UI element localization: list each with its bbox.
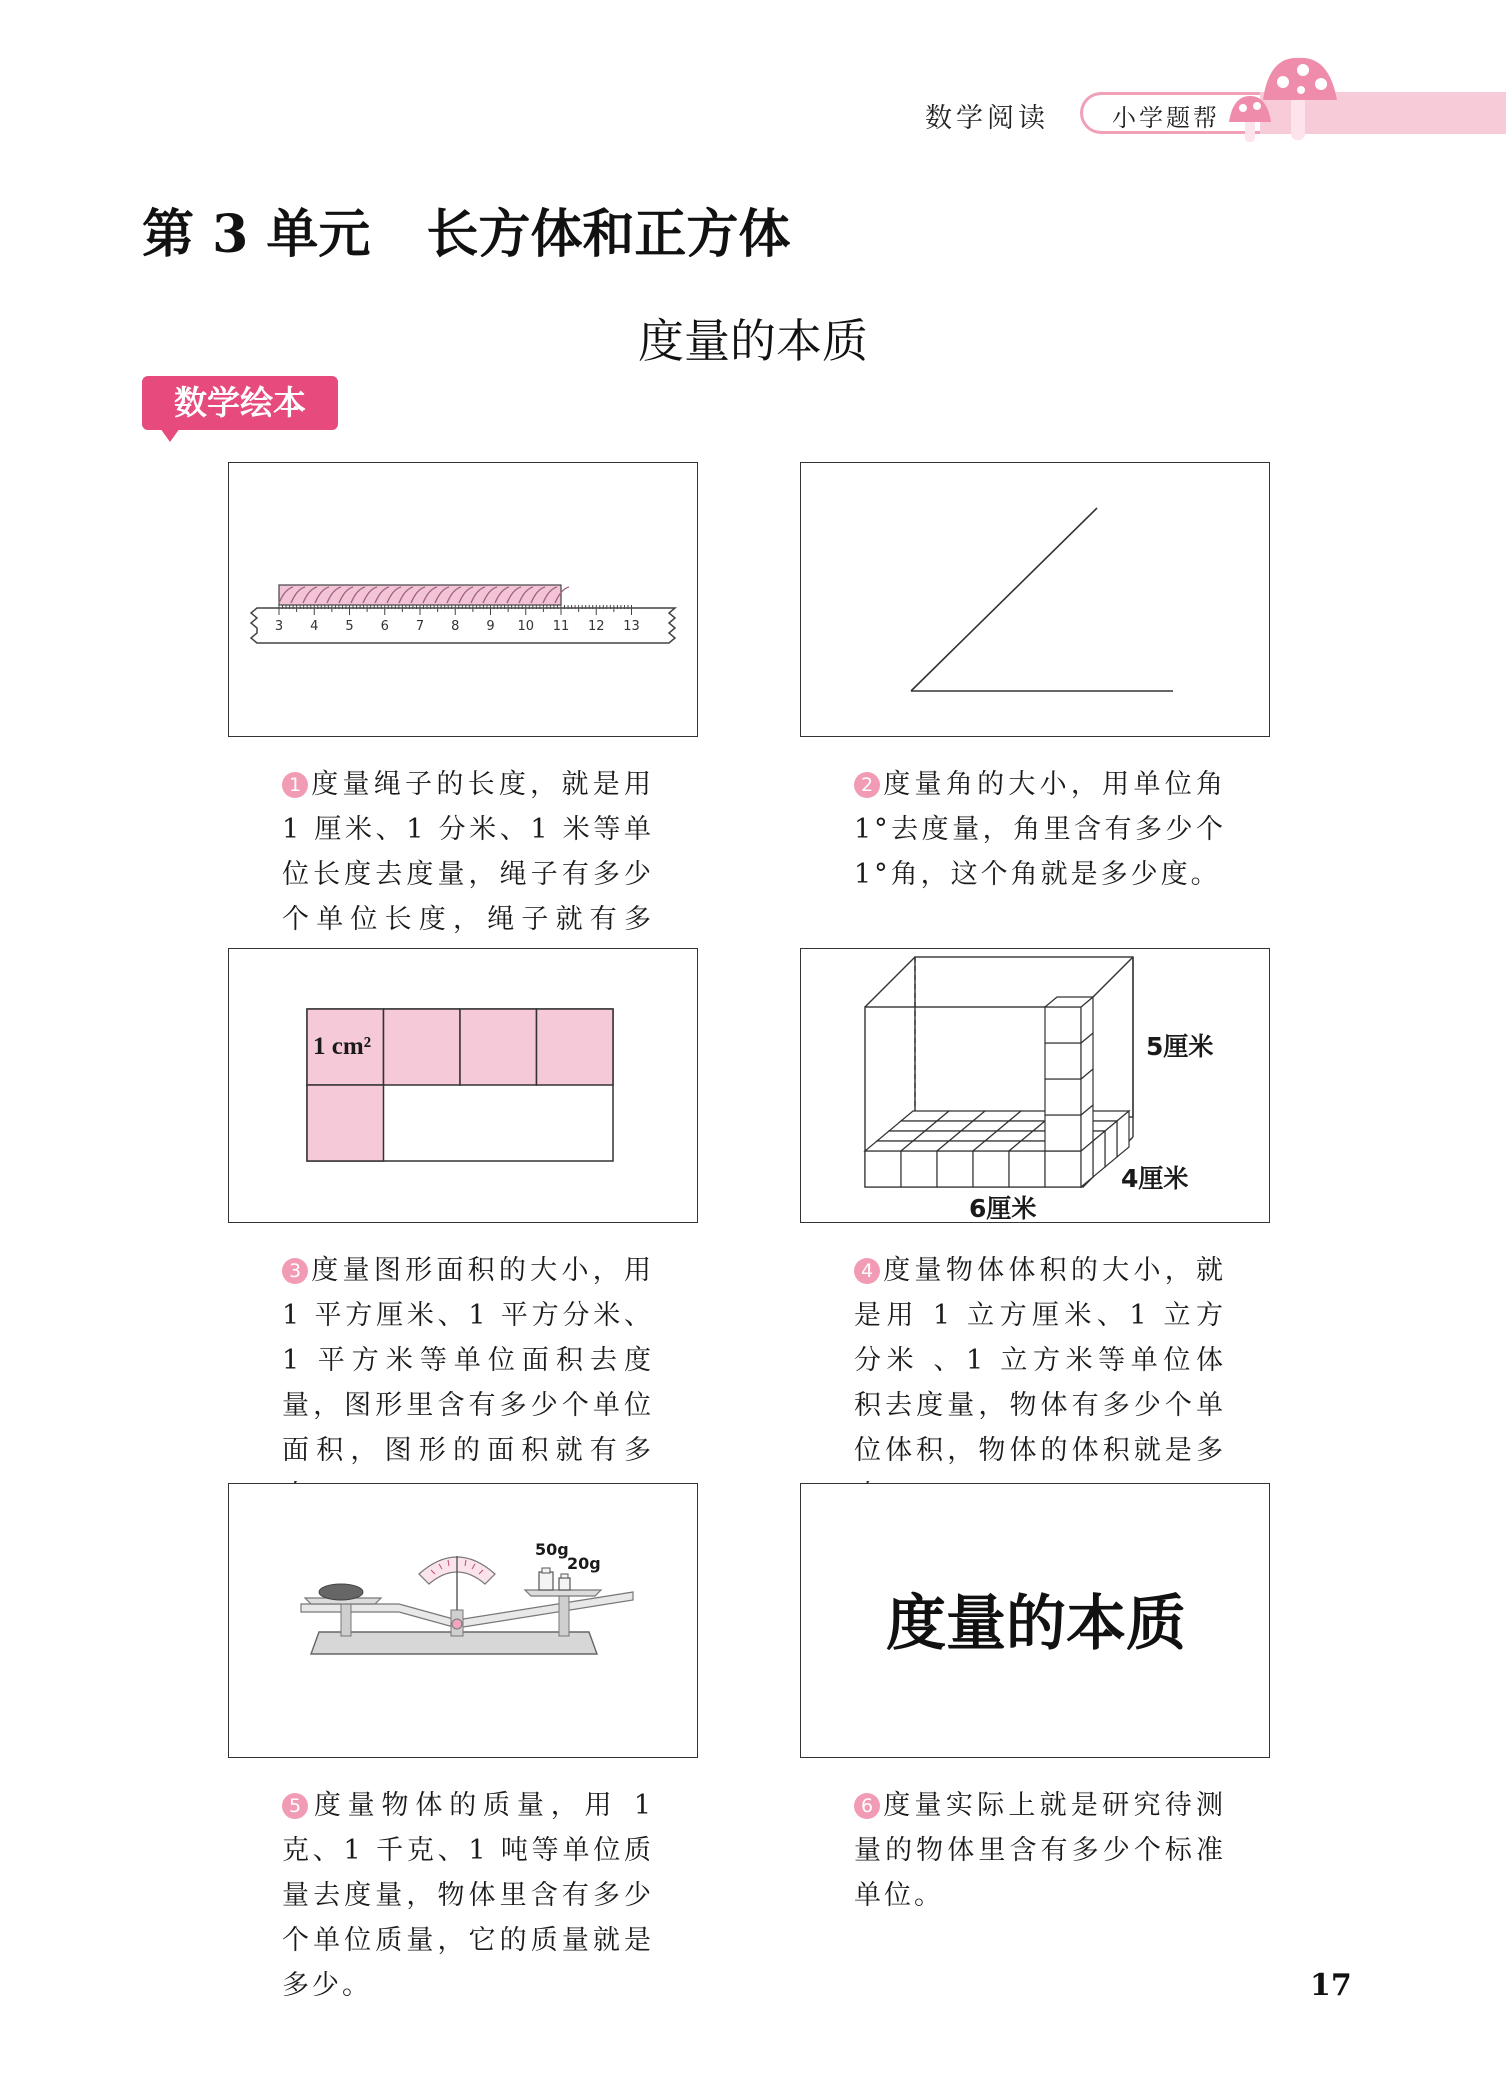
width-label: 6厘米 xyxy=(969,1194,1037,1223)
weight-label-20g: 20g xyxy=(567,1554,601,1573)
title-card-text: 度量的本质 xyxy=(886,1589,1186,1659)
section-badge: 数学绘本 xyxy=(142,376,338,430)
number-badge: 1 xyxy=(282,772,308,798)
caption-text: 度量实际上就是研究待测量的物体里含有多少个标准单位。 xyxy=(854,1790,1226,1911)
mushroom-icon xyxy=(1225,52,1345,148)
number-badge: 3 xyxy=(282,1258,308,1284)
ruler-tick-label: 3 xyxy=(274,619,284,634)
panel-rope-ruler xyxy=(228,462,698,737)
ruler-tick-label: 4 xyxy=(310,619,319,634)
caption-text: 度量物体体积的大小，就是用 1 立方厘米、1 立方分米 、1 立方米等单位体积去度量，物体有多少个单位体积，物体的体积就是多 xyxy=(854,1255,1226,1466)
badge-tail xyxy=(160,428,180,442)
caption-5 xyxy=(282,1783,654,2008)
ruler-tick-labels xyxy=(229,619,699,639)
panel-cuboid xyxy=(800,948,1270,1223)
ruler-tick-label: 7 xyxy=(415,619,425,634)
weight-label-50g: 50g xyxy=(535,1540,569,1559)
unit-title xyxy=(142,192,790,267)
ruler-tick-label: 9 xyxy=(486,619,495,634)
panel-title-card xyxy=(800,1483,1270,1758)
number-badge: 2 xyxy=(854,772,880,798)
depth-label: 4厘米 xyxy=(1121,1164,1189,1193)
ruler-tick-label: 13 xyxy=(623,619,640,634)
ruler-tick-label: 8 xyxy=(451,619,460,634)
header-brand: 小学题帮 xyxy=(1112,104,1220,132)
ruler-tick-label: 12 xyxy=(587,619,605,634)
caption-text: 度量物体的质量，用 1 克、1 千克、1 吨等单位质量去度量，物体里含有多少个单位质量，它的质量就是多少。 xyxy=(282,1790,654,2001)
unit-number: 第 3 单元 xyxy=(142,204,371,265)
caption-text: 度量绳子的长度，就是用 1 厘米、1 分米、1 米等单位长度去度量，绳子有多少个单位长度，绳子就有多 xyxy=(282,769,654,935)
unit-topic: 长方体和正方体 xyxy=(426,204,791,265)
rope-ruler-figure xyxy=(229,463,699,738)
area-grid-figure xyxy=(229,949,699,1224)
unit-square-label: 1 cm² xyxy=(313,1033,372,1060)
ruler-tick-label: 11 xyxy=(552,619,570,634)
lesson-title: 度量的本质 xyxy=(638,314,868,368)
header-section-title: 数学阅读 xyxy=(925,103,1049,134)
cuboid-figure xyxy=(801,949,1271,1224)
caption-6 xyxy=(854,1783,1226,1918)
caption-text: 度量角的大小，用单位角 1°去度量，角里含有多少个 1°角，这个角就是多少度。 xyxy=(854,769,1226,890)
ruler-tick-label: 6 xyxy=(380,619,389,634)
balance-scale-figure xyxy=(229,1484,699,1759)
panel-area-grid xyxy=(228,948,698,1223)
caption-2 xyxy=(854,762,1226,897)
height-label: 5厘米 xyxy=(1146,1032,1214,1061)
number-badge: 5 xyxy=(282,1793,308,1819)
number-badge: 4 xyxy=(854,1258,880,1284)
panel-balance-scale xyxy=(228,1483,698,1758)
caption-3 xyxy=(282,1248,654,1518)
caption-4 xyxy=(854,1248,1226,1518)
page-number: 17 xyxy=(1310,1968,1352,2003)
caption-text: 度量图形面积的大小，用 1 平方厘米、1 平方分米、1 平方米等单位面积去度量，图形里含有多少个单位面积，图形的面积就有多 xyxy=(282,1255,654,1466)
panel-angle xyxy=(800,462,1270,737)
ruler-tick-label: 10 xyxy=(517,619,535,634)
angle-figure xyxy=(801,463,1271,738)
number-badge: 6 xyxy=(854,1793,880,1819)
ruler-tick-label: 5 xyxy=(345,619,354,634)
